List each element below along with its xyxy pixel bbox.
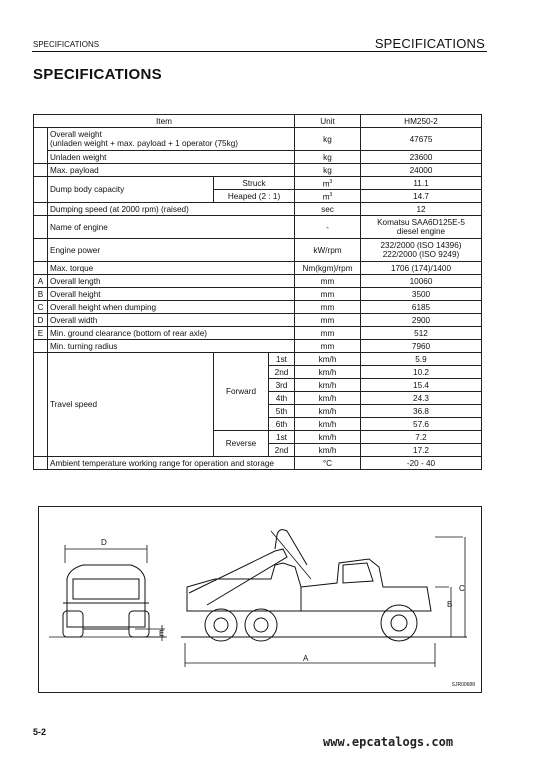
table-row: 2nd km/h 10.2 (34, 366, 482, 379)
table-header-row (34, 115, 482, 128)
front-view-truck (63, 565, 149, 637)
dim-label-c: C (459, 584, 465, 593)
table-row: Name of engine - Komatsu SAA6D125E-5 diesel engine (34, 216, 482, 239)
table-row: Engine power kW/rpm 232/2000 (ISO 14396) 222/2000 (ISO 9249) (34, 239, 482, 262)
header-section-left: SPECIFICATIONS (33, 40, 100, 49)
table-row: Dumping speed (at 2000 rpm) (raised) sec 12 (34, 203, 482, 216)
header-model: HM250-2 (361, 115, 482, 128)
dim-label-b: B (447, 600, 453, 609)
header-item: Item (34, 115, 295, 128)
table-row: Max. torque Nm(kgm)/rpm 1706 (174)/1400 (34, 262, 482, 275)
page-title: SPECIFICATIONS (33, 66, 162, 83)
table-row: Max. payload kg 24000 (34, 164, 482, 177)
table-row: A Overall length mm 10060 (34, 275, 482, 288)
truck-drawing (39, 507, 481, 692)
table-row: Travel speed Forward 1st km/h 5.9 (34, 353, 482, 366)
table-row: Ambient temperature working range for operation and storage °C -20 - 40 (34, 457, 482, 470)
table-row: 3rd km/h 15.4 (34, 379, 482, 392)
table-row: Unladen weight kg 23600 (34, 151, 482, 164)
header-section-right: SPECIFICATIONS (374, 36, 485, 51)
dump-unit: $m^3$ (295, 177, 361, 190)
header-unit: Unit (295, 115, 361, 128)
header-rule (32, 51, 487, 52)
table-row: Reverse 1st km/h 7.2 (34, 431, 482, 444)
table-row: 2nd km/h 17.2 (34, 444, 482, 457)
table-row: 5th km/h 36.8 (34, 405, 482, 418)
overall-weight-label: Overall weight (unladen weight + max. payload + 1 operator (75kg) (48, 128, 295, 151)
specifications-grid (33, 114, 482, 470)
figure-code: SJR00688 (451, 682, 475, 688)
side-view-truck (187, 530, 431, 641)
dim-label-a: A (303, 654, 309, 663)
dim-label-d: D (101, 538, 107, 547)
dim-label-e: E (159, 629, 165, 638)
table-row: E Min. ground clearance (bottom of rear axle) mm 512 (34, 327, 482, 340)
table-row: C Overall height when dumping mm 6185 (34, 301, 482, 314)
table-row: B Overall height mm 3500 (34, 288, 482, 301)
website-link[interactable]: www.epcatalogs.com (323, 735, 454, 749)
table-row: Overall weight (unladen weight + max. payload + 1 operator (75kg) kg 47675 (34, 128, 482, 151)
table-row: Dump body capacity Struck $m^3$ 11.1 (34, 177, 482, 190)
page-number: 5-2 (33, 727, 47, 737)
table-row: D Overall width mm 2900 (34, 314, 482, 327)
table-row: 6th km/h 57.6 (34, 418, 482, 431)
table-row: 4th km/h 24.3 (34, 392, 482, 405)
table-row: Heaped (2 : 1) $m^3$ 14.7 (34, 190, 482, 203)
dimension-diagram (38, 506, 482, 693)
table-row: Min. turning radius mm 7960 (34, 340, 482, 353)
